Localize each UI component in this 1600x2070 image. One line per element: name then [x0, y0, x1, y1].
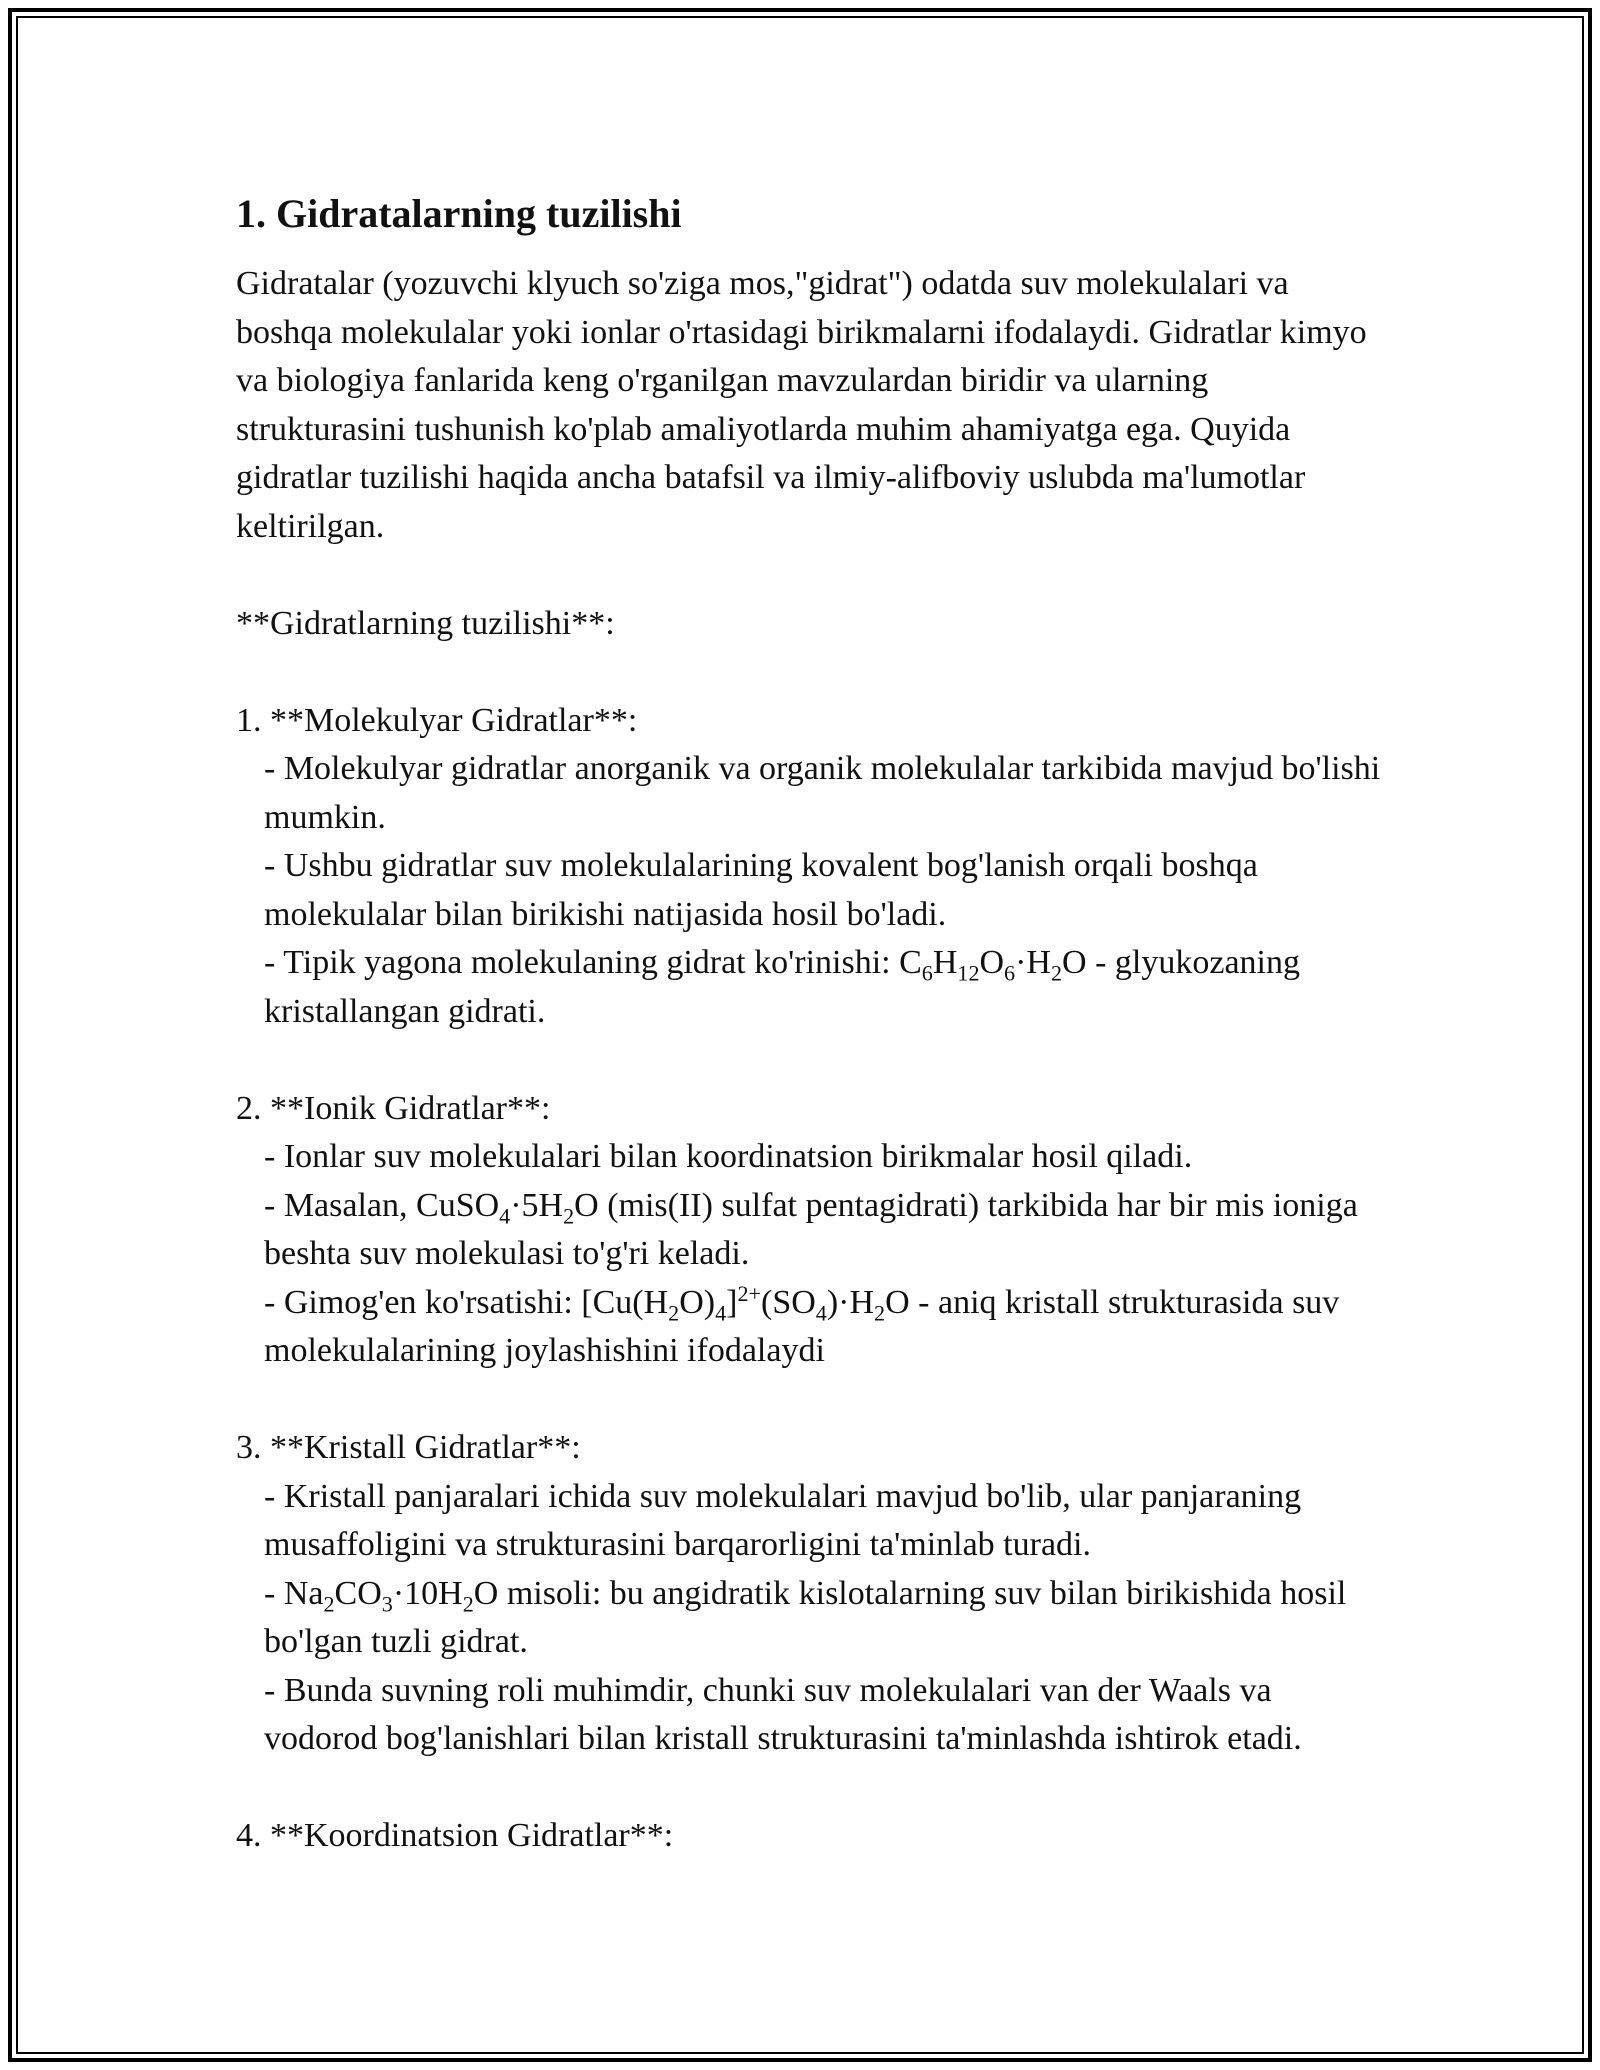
section-heading: 2. **Ionik Gidratlar**:: [236, 1089, 551, 1127]
formula-copper-complex: [581, 1280, 910, 1326]
formula-subscript: 4: [715, 1300, 727, 1326]
list-item: [236, 1279, 1386, 1376]
list-item-text: - Gimog'en ko'rsatishi:: [264, 1283, 582, 1321]
list-item: - Ushbu gidratlar suv molekulalarining kovalent bog'lanish orqali boshqa molekulalar bilan birikishi natijasida hosil bo'ladi.: [264, 847, 1258, 933]
formula-subscript: 4: [499, 1203, 511, 1229]
formula-text: ·10H: [392, 1574, 463, 1612]
formula-text: O: [473, 1574, 499, 1612]
formula-subscript: 4: [815, 1300, 827, 1326]
formula-text: ·H: [1015, 944, 1051, 981]
list-item-text: -: [264, 1574, 284, 1612]
section-molecular: [236, 697, 1386, 1037]
list-item-text: - glyukozaning kristallangan gidrati.: [264, 944, 1300, 1030]
formula-subscript: 2: [563, 1203, 575, 1229]
list-item: - Kristall panjaralari ichida suv molekulalari mavjud bo'lib, ular panjaraning musaffoligini va strukturasini barqarorligini ta'minlab turadi.: [264, 1477, 1302, 1563]
list-item-text: misoli: bu angidratik kislotalarning suv bilan birikishida hosil bo'lgan tuzli gidrat.: [264, 1574, 1347, 1660]
formula-subscript: 12: [957, 960, 980, 986]
list-item-text: - Masalan,: [264, 1186, 417, 1224]
page-title: 1. Gidratalarning tuzilishi: [236, 191, 682, 236]
formula-subscript: 6: [1004, 960, 1016, 986]
list-item-text: - Tipik yagona molekulaning gidrat ko'rinishi:: [264, 944, 900, 981]
formula-superscript: 2+: [737, 1280, 761, 1306]
formula-text: C: [899, 944, 922, 981]
list-item: [236, 1182, 1386, 1279]
formula-subscript: 2: [874, 1300, 886, 1326]
formula-text: (SO: [761, 1283, 816, 1321]
list-item-text: (mis(II) sulfat pentagidrati) tarkibida har bir mis ioniga beshta suv molekulasi to'g'ri keladi.: [264, 1186, 1358, 1272]
formula-subscript: 2: [323, 1591, 335, 1617]
formula-text: O): [679, 1283, 716, 1321]
formula-text: O: [979, 944, 1005, 981]
formula-glucose: [899, 944, 1087, 986]
list-item: [236, 1570, 1386, 1667]
formula-text: ]: [726, 1283, 738, 1321]
section-heading: 3. **Kristall Gidratlar**:: [236, 1429, 581, 1466]
list-item-text: - aniq kristall strukturasida suv molekulalarining joylashishini ifodalaydi: [264, 1283, 1340, 1369]
formula-text: O: [574, 1186, 599, 1224]
section-ionic: [236, 1085, 1386, 1376]
list-item: - Ionlar suv molekulalari bilan koordinatsion birikmalar hosil qiladi.: [264, 1138, 1193, 1175]
formula-subscript: 2: [1050, 960, 1063, 986]
section-crystal: [236, 1424, 1386, 1764]
formula-subscript: 2: [462, 1591, 474, 1617]
formula-text: O: [1062, 944, 1087, 981]
formula-text: )·H: [826, 1283, 875, 1321]
formula-text: O: [885, 1283, 910, 1321]
section-heading: 1. **Molekulyar Gidratlar**:: [236, 701, 638, 739]
intro-paragraph: Gidratalar (yozuvchi klyuch so'ziga mos,"gidrat") odatda suv molekulalari va boshqa molekulalar yoki ionlar o'rtasidagi birikmalarni ifodalaydi. Gidratlar kimyo va biologiya fanlarida keng o'rganilgan mavzulardan biridir va ularning strukturasini tushunish ko'plab amaliyotlarda muhim ahamiyatga ega. Quyida gidratlar tuzilishi haqida ancha batafsil va ilmiy-alifboviy uslubda ma'lumotlar keltirilgan.: [236, 265, 1367, 545]
formula-subscript: 6: [921, 960, 933, 986]
formula-text: ·5H: [510, 1186, 564, 1224]
formula-subscript: 3: [381, 1591, 393, 1617]
formula-subscript: 2: [668, 1300, 680, 1326]
list-item: - Molekulyar gidratlar anorganik va organik molekulalar tarkibida mavjud bo'lishi mumkin.: [264, 750, 1381, 836]
formula-copper-sulfate: [416, 1186, 599, 1229]
formula-text: CO: [334, 1574, 382, 1612]
formula-text: Na: [283, 1574, 324, 1612]
subheading: **Gidratlarning tuzilishi**:: [236, 604, 615, 642]
list-item: [236, 939, 1386, 1036]
formula-text: CuSO: [416, 1186, 500, 1224]
section-coordination: [236, 1812, 1386, 1861]
formula-soda: [283, 1574, 499, 1617]
list-item: - Bunda suvning roli muhimdir, chunki suv molekulalari van der Waals va vodorod bog'lanishlari bilan kristall strukturasini ta'minlashda ishtirok etadi.: [264, 1671, 1302, 1757]
formula-text: [Cu(H: [581, 1283, 669, 1321]
document-page: [236, 186, 1386, 1861]
section-heading: 4. **Koordinatsion Gidratlar**:: [236, 1817, 674, 1854]
formula-text: H: [932, 944, 958, 981]
